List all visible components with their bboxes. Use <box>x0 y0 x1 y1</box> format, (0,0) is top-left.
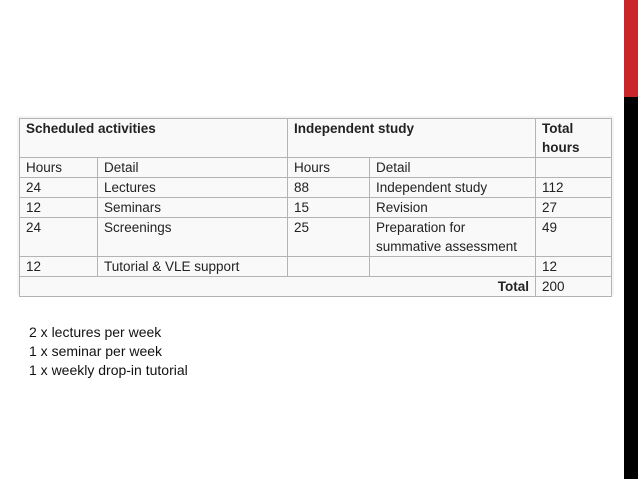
cell-independent-detail <box>370 218 536 257</box>
cell-total: 27 <box>536 198 612 218</box>
subheader-detail-a: Detail <box>98 158 288 178</box>
subheader-hours-a: Hours <box>20 158 98 178</box>
subheader-hours-b: Hours <box>288 158 370 178</box>
note-line: 1 x weekly drop-in tutorial <box>29 362 188 378</box>
total-value: 200 <box>536 277 612 297</box>
cell-independent-detail: Independent study <box>370 178 536 198</box>
cell-total: 112 <box>536 178 612 198</box>
table-row <box>20 178 612 198</box>
table-row <box>20 198 612 218</box>
cell-scheduled-detail: Seminars <box>98 198 288 218</box>
cell-independent-detail-line2: summative assessment <box>376 239 518 254</box>
table-header-row <box>20 119 612 158</box>
note-line: 1 x seminar per week <box>29 343 163 359</box>
subheader-detail-b: Detail <box>370 158 536 178</box>
cell-independent-hours: 88 <box>288 178 370 198</box>
subheader-blank <box>536 158 612 178</box>
cell-independent-hours: 25 <box>288 218 370 257</box>
table-subheader-row <box>20 158 612 178</box>
accent-bar-black <box>624 97 638 479</box>
header-total <box>536 119 612 158</box>
cell-independent-hours <box>288 257 370 277</box>
cell-scheduled-hours: 12 <box>20 257 98 277</box>
cell-scheduled-detail: Screenings <box>98 218 288 257</box>
note-line: 2 x lectures per week <box>29 324 162 340</box>
cell-scheduled-hours: 24 <box>20 218 98 257</box>
header-total-line1: Total <box>542 121 574 136</box>
accent-bar-red <box>624 0 638 97</box>
cell-total: 12 <box>536 257 612 277</box>
cell-independent-detail: Revision <box>370 198 536 218</box>
table-image <box>17 116 614 295</box>
header-independent: Independent study <box>288 119 536 158</box>
table-total-row <box>20 277 612 297</box>
cell-independent-hours: 15 <box>288 198 370 218</box>
cell-total: 49 <box>536 218 612 257</box>
cell-scheduled-hours: 24 <box>20 178 98 198</box>
notes-list <box>29 323 188 380</box>
header-total-line2: hours <box>542 140 580 155</box>
cell-scheduled-detail: Tutorial & VLE support <box>98 257 288 277</box>
header-scheduled: Scheduled activities <box>20 119 288 158</box>
study-hours-table <box>19 118 612 297</box>
cell-independent-detail <box>370 257 536 277</box>
cell-scheduled-hours: 12 <box>20 198 98 218</box>
table-row <box>20 218 612 257</box>
cell-independent-detail-line1: Preparation for <box>376 220 466 235</box>
total-label: Total <box>20 277 536 297</box>
table-row <box>20 257 612 277</box>
cell-scheduled-detail: Lectures <box>98 178 288 198</box>
